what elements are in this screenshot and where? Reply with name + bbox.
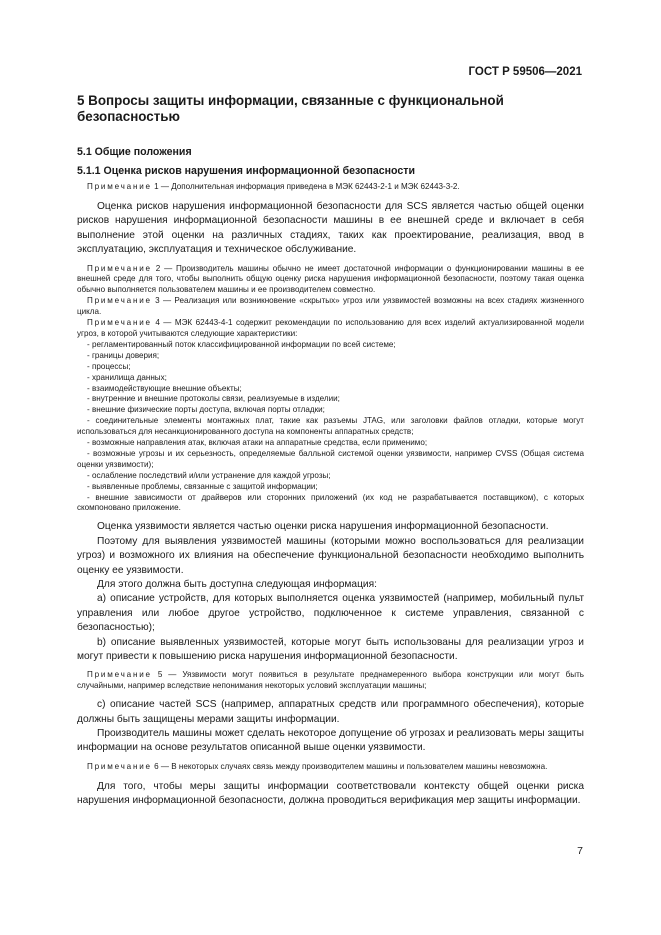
paragraph-vulnerability-assessment: Поэтому для выявления уязвимостей машины (которыми можно воспользоваться для реализации угроз) и возможного их влияния на обеспечение функциональной безопасности необходимо выполнить оценку ее уязвимости. bbox=[77, 535, 584, 576]
paragraph-risk-assessment: Оценка рисков нарушения информационной безопасности для SCS является частью общей оценки рисков нарушения информационной безопасности машины в ее внешней среде и включает в себя выполнение этой оценки на различных стадиях, таких как проектирование, реализация, ввод в эксплуатацию, эксплуатация и техническое обслуживание. bbox=[77, 200, 584, 256]
item-a: a) описание устройств, для которых выполняется оценка уязвимостей (например, мобильный пульт управления или любое другое устройство, подключенное к системе управления, связанной с безопасностью); bbox=[77, 593, 584, 634]
list-item: - ослабление последствий и/или устранение для каждой угрозы; bbox=[87, 470, 331, 480]
page-number: 7 bbox=[577, 845, 583, 857]
list-item: - регламентированный поток классифицированной информации по всей системе; bbox=[87, 339, 396, 349]
note-label: Примечание bbox=[87, 182, 152, 191]
list-item: - процессы; bbox=[87, 361, 131, 371]
note-label: Примечание bbox=[87, 263, 152, 273]
list-item: - взаимодействующие внешние объекты; bbox=[87, 383, 242, 393]
standard-designation: ГОСТ Р 59506—2021 bbox=[468, 66, 582, 78]
list-item: - внешние зависимости от драйверов или сторонних приложений (их код не разрабатывается поставщиком), с которых скомпоновано приложение. bbox=[77, 492, 584, 513]
note-2 bbox=[77, 264, 584, 297]
note-text: 4 — МЭК 62443-4-1 содержит рекомендации по использованию для всех изделий актуализированной модели угроз, в которой учитываются следующие характеристики: bbox=[77, 318, 584, 338]
characteristics-list bbox=[77, 340, 584, 515]
note-label: Примечание bbox=[87, 670, 152, 680]
section-title: 5 Вопросы защиты информации, связанные с функциональной безопасностью bbox=[77, 93, 504, 124]
note-label: Примечание bbox=[87, 296, 152, 306]
paragraph-required-info: Для этого должна быть доступна следующая информация: bbox=[97, 579, 377, 590]
note-text: 3 — Реализация или возникновение «скрытых» угроз или уязвимостей возможны на всех стадиях жизненного цикла. bbox=[77, 296, 584, 317]
note-6 bbox=[77, 762, 584, 773]
note-text: 2 — Производитель машины обычно не имеет достаточной информации о функционировании машины в ее внешней среде для того, чтобы выполнить общую оценку риска нарушения информационной безопасности, поэтому такая оценка обычно выполняется пользователем машины и ее производителем совместно. bbox=[77, 263, 584, 295]
list-item: - границы доверия; bbox=[87, 350, 160, 360]
note-3 bbox=[77, 296, 584, 318]
paragraph-manufacturer: Производитель машины может сделать некоторое допущение об угрозах и реализовать меры защиты информации на основе результатов описанной выше оценки уязвимости. bbox=[77, 728, 584, 754]
note-label: Примечание bbox=[87, 761, 152, 771]
list-item: - соединительные элементы монтажных плат, такие как разъемы JTAG, или заголовки файлов отладки, которые могут использоваться для несанкционированного доступа на компоненты аппаратных средств; bbox=[77, 416, 584, 437]
paragraph-verification: Для того, чтобы меры защиты информации соответствовали контексту общей оценки риска нарушения информационной безопасности, должна проводиться верификация мер защиты информации. bbox=[77, 780, 584, 807]
note-label: Примечание bbox=[87, 318, 152, 328]
subsubsection-title: 5.1.1 Оценка рисков нарушения информационной безопасности bbox=[77, 165, 415, 177]
note-text: 5 — Уязвимости могут появиться в результате преднамеренного выбора конструкции или могут быть случайными, например вследствие непонимания некоторых условий эксплуатации машины; bbox=[77, 670, 584, 691]
list-item: - выявленные проблемы, связанные с защитой информации; bbox=[87, 481, 318, 491]
list-item: - внутренние и внешние протоколы связи, реализуемые в изделии; bbox=[87, 394, 340, 404]
item-c: c) описание частей SCS (например, аппаратных средств или программного обеспечения), которые должны быть защищены мерами защиты информации. bbox=[77, 699, 584, 725]
list-item: - хранилища данных; bbox=[87, 372, 167, 382]
list-item: - возможные направления атак, включая атаки на аппаратные средства, если применимо; bbox=[87, 438, 428, 448]
note-text: 6 — В некоторых случаях связь между производителем машины и пользователем машины невозможна. bbox=[151, 761, 548, 771]
note-5 bbox=[77, 670, 584, 692]
paragraph-vulnerability: Оценка уязвимости является частью оценки риска нарушения информационной безопасности. bbox=[97, 521, 549, 533]
page-content bbox=[77, 93, 584, 809]
list-item: - возможные угрозы и их серьезность, определяемые балльной системой оценки уязвимости, например CVSS (Общая система оценки уязвимости); bbox=[77, 448, 584, 469]
note-4 bbox=[77, 318, 584, 340]
note-1 bbox=[77, 182, 584, 193]
item-b: b) описание выявленных уязвимостей, которые могут быть использованы для реализации угроз и могут привести к повышению риска нарушения информационной безопасности. bbox=[77, 636, 584, 663]
list-item: - внешние физические порты доступа, включая порты отладки; bbox=[87, 405, 325, 415]
note-text: 1 — Дополнительная информация приведена в МЭК 62443-2-1 и МЭК 62443-3-2. bbox=[151, 182, 460, 191]
subsection-title: 5.1 Общие положения bbox=[77, 146, 192, 158]
